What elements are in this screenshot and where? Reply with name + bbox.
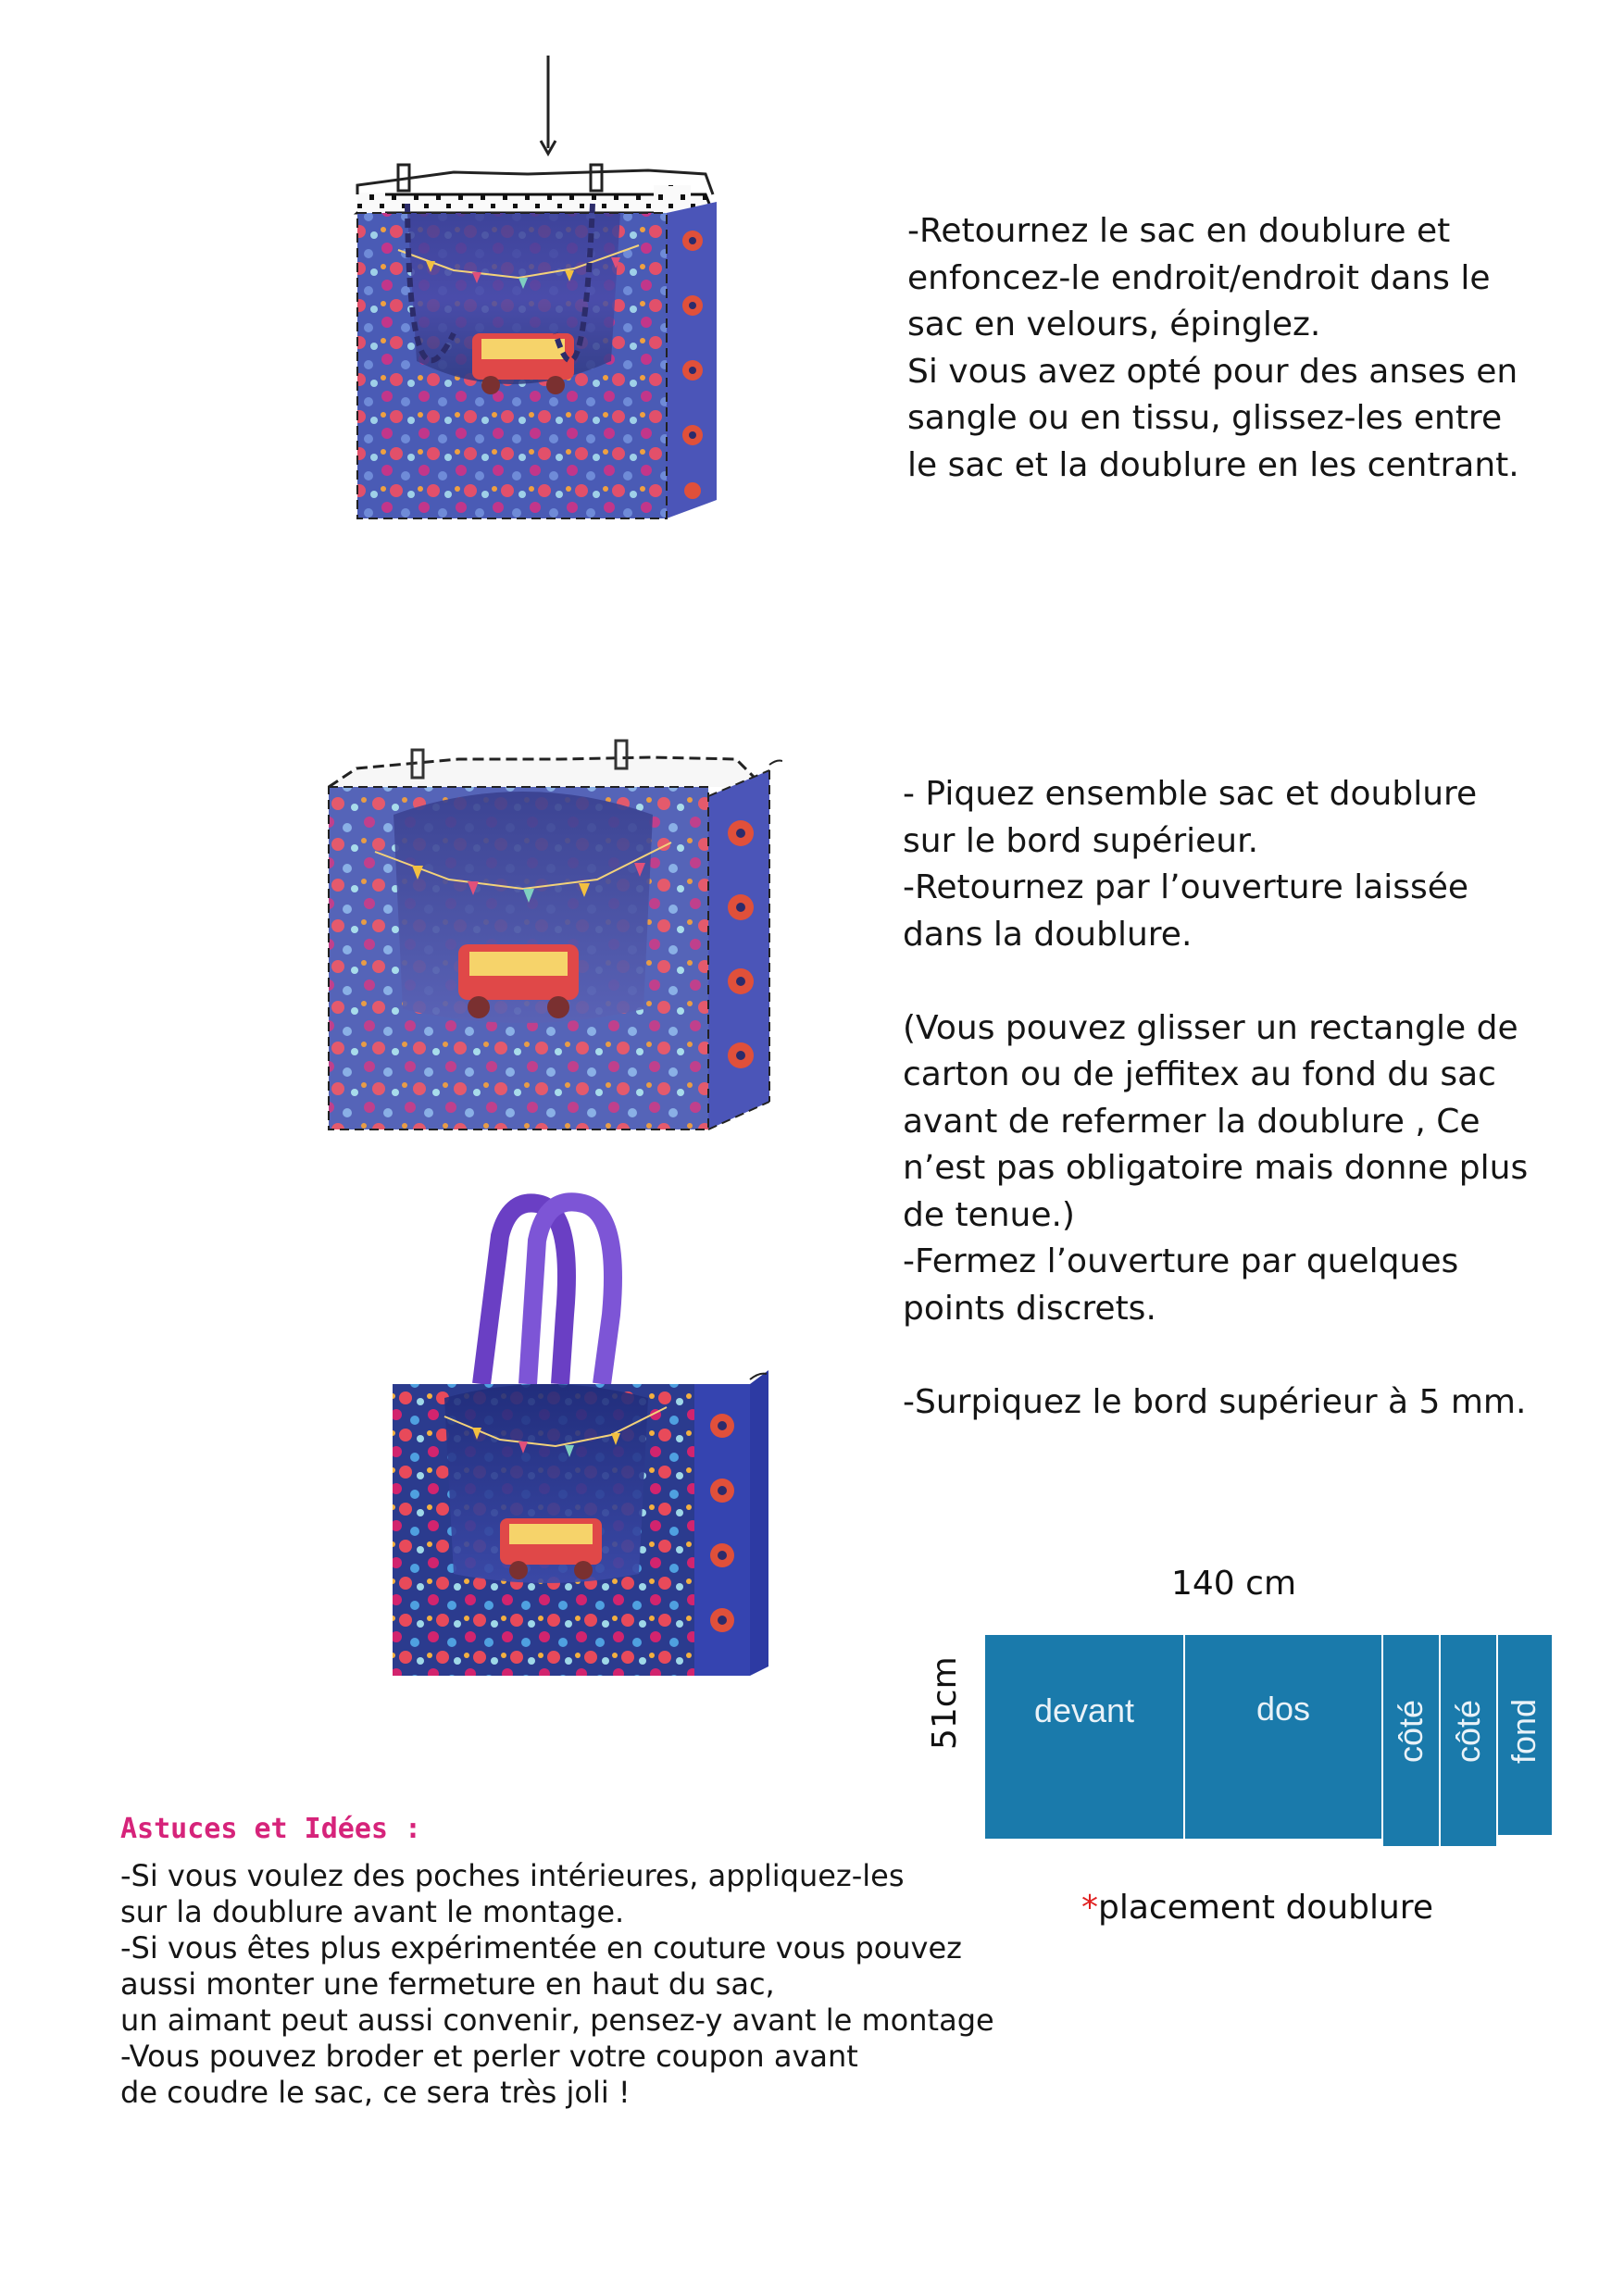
tips-line: aussi monter une fermeture en haut du sac, [120,1966,775,2002]
tips-line: sur la doublure avant le montage. [120,1894,625,1929]
tips-section [120,1813,994,2111]
layout-note [1081,1889,1433,1927]
tips-line: un aimant peut aussi convenir, pensez-y avant le montage [120,2003,994,2038]
piece-devant [985,1635,1183,1839]
tips-line: de coudre le sac, ce sera très joli ! [120,2075,631,2110]
arrow-down-icon [541,56,556,154]
bag-illustration-step2 [319,731,782,1139]
step1-instructions: -Retournez le sac en doublure et enfoncez-le endroit/endroit dans le sac en velours, épinglez. Si vous avez opté pour des anses en sangle ou en tissu, glissez-les entre le sac et la doublure en les centrant. [907,212,1519,484]
cutting-layout-diagram [981,1629,1555,1852]
piece-dos [1185,1635,1381,1839]
handle-straps [481,1202,613,1384]
finished-bag-illustration [389,1185,778,1676]
step2-instructions: - Piquez ensemble sac et doublure sur le bord supérieur. -Retournez par l’ouverture laissée dans la doublure. (Vous pouvez glisser un rectangle de carton ou de jeffitex au fond du sac avant de refermer la doublure , Ce n’est pas obligatoire mais donne plus de tenue.) -Fermez l’ouverture par quelques points discrets. -Surpiquez le bord supérieur à 5 mm. [903,775,1529,1421]
tips-line: -Vous pouvez broder et perler votre coupon avant [120,2039,858,2074]
tips-line: -Si vous êtes plus expérimentée en couture vous pouvez [120,1930,962,1965]
label-fond: fond [1505,1698,1543,1765]
bag-illustration-step1 [343,56,731,528]
width-label: 140 cm [1171,1565,1297,1603]
label-cote-1: côté [1392,1699,1430,1764]
tips-title: Astuces et Idées : [120,1813,422,1845]
note-asterisk: * [1081,1889,1098,1927]
note-text: placement doublure [1098,1889,1433,1927]
label-cote-2: côté [1449,1699,1487,1764]
height-label: 51cm [926,1656,964,1750]
tips-line: -Si vous voulez des poches intérieures, appliquez-les [120,1858,905,1893]
label-devant: devant [1033,1691,1135,1729]
label-dos: dos [1255,1690,1311,1728]
